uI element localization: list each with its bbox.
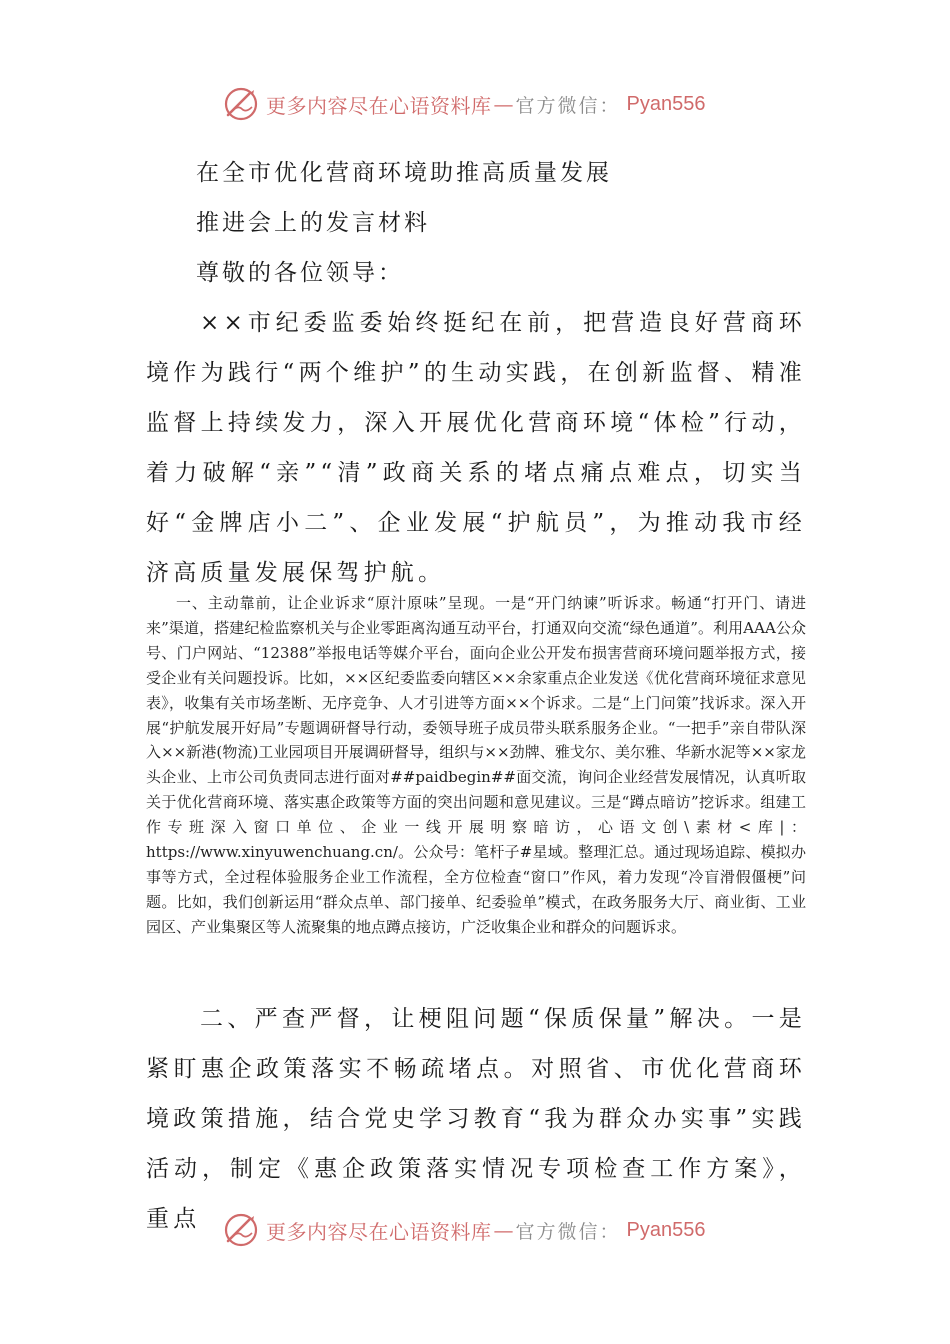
paragraph-intro: ××市纪委监委始终挺纪在前，把营造良好营商环境作为践行“两个维护”的生动实践，在创新监督、精准监督上持续发力，深入开展优化营商环境“体检”行动，着力破解“亲”“清”政商关系的堵点痛点难点，切实当好“金牌店小二”、企业发展“护航员”，为推动我市经济高质量发展保驾护航。 (146, 310, 806, 586)
title-line-2: 推进会上的发言材料 (196, 210, 430, 236)
paragraph-section-2: 二、严查严督，让梗阻问题“保质保量”解决。一是紧盯惠企政策落实不畅疏堵点。对照省、市优化营商环境政策措施，结合党史学习教育“我为群众办实事”实践活动，制定《惠企政策落实情况专项检查工作方案》，重点 (146, 1006, 806, 1232)
brand-text: 更多内容尽在心语资料库 (266, 1219, 492, 1244)
pen-circle-icon (222, 85, 260, 123)
paragraph-section-1: 一、主动靠前，让企业诉求“原汁原味”呈现。一是“开门纳谏”听诉求。畅通“打开门、请进来”渠道，搭建纪检监察机关与企业零距离沟通互动平台，打通双向交流“绿色通道”。利用AAA公众号、门户网站、“12388”举报电话等媒介平台，面向企业公开发布损害营商环境问题举报方式，接受企业有关问题投诉。比如，××区纪委监委向辖区××余家重点企业发送《优化营商环境征求意见表》，收集有关市场垄断、无序竞争、人才引进等方面××个诉求。二是“上门问策”找诉求。深入开展“护航发展开好局”专题调研督导行动，委领导班子成员带头联系服务企业。“一把手”亲自带队深入××新港(物流)工业园项目开展调研督导，组织与××劲牌、雅戈尔、美尔雅、华新水泥等××家龙头企业、上市公司负责同志进行面对##paidbegin##面交流，询问企业经营发展情况，认真听取关于优化营商环境、落实惠企政策等方面的突出问题和意见建议。三是“蹲点暗访”挖诉求。组建工作专班深入窗口单位、企业一线开展明察暗访，心语文创\素材<库|：https://www.xinyuwenchuang.cn/。公众号：笔杆子#星域。整理汇总。通过现场追踪、模拟办事等方式，全过程体验服务企业工作流程，全方位检查“窗口”作风，着力发现“冷盲滑假僵梗”问题。比如，我们创新运用“群众点单、部门接单、纪委验单”模式，在政务服务大厅、商业街、工业园区、产业集聚区等人流聚集的地点蹲点接访，广泛收集企业和群众的问题诉求。 (146, 594, 806, 936)
official-label: 官方微信： (515, 1220, 621, 1243)
wechat-id: Pyan556 (626, 92, 706, 115)
greeting: 尊敬的各位领导： (196, 260, 404, 286)
title-line-1: 在全市优化营商环境助推高质量发展 (196, 160, 612, 186)
footer-watermark-banner (222, 1210, 742, 1250)
banner-dash: — (493, 92, 514, 116)
brand-text: 更多内容尽在心语资料库 (266, 93, 492, 118)
wechat-id: Pyan556 (626, 1218, 706, 1241)
official-label: 官方微信： (515, 94, 621, 117)
header-watermark-banner (222, 84, 742, 124)
pen-circle-icon (222, 1211, 260, 1249)
banner-dash: — (493, 1218, 514, 1242)
